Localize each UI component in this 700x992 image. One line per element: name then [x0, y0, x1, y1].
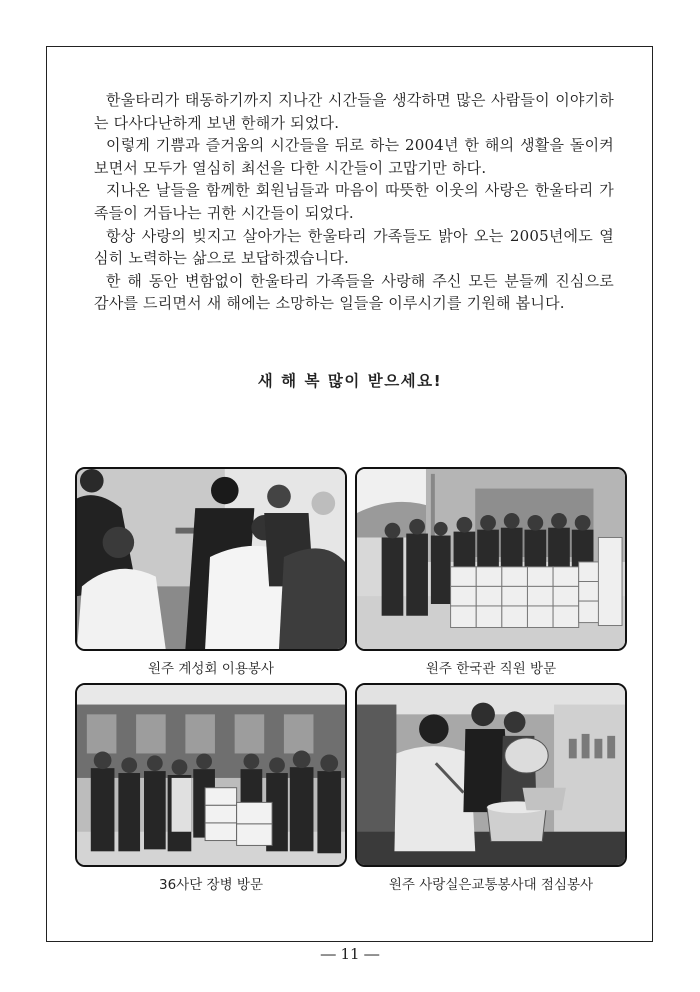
caption-soldiers-visit: 36사단 장병 방문	[158, 877, 263, 893]
page-number: ― 11 ―	[320, 945, 380, 963]
caption-lunch-service: 원주 사랑실은교통봉사대 점심봉사	[388, 877, 594, 893]
paragraph-3: 지나온 날들을 함께한 회원님들과 마음이 따뜻한 이웃의 사랑은 한울타리 가족들이 거듭나는 귀한 시간들이 되었다.	[94, 181, 614, 222]
caption-haircut-volunteer: 원주 계성회 이용봉사	[148, 661, 274, 677]
photo-haircut-volunteer	[75, 467, 347, 651]
photo-soldiers-visit	[75, 683, 347, 867]
paragraph-2: 이렇게 기쁨과 즐거움의 시간들을 뒤로 하는 2004년 한 해의 생활을 돌이켜보면서 모두가 열심히 최선을 다한 시간들이 고맙기만 하다.	[94, 136, 614, 177]
paragraph-4: 항상 사랑의 빚지고 살아가는 한울타리 가족들도 밝아 오는 2005년에도 열심히 노력하는 삶으로 보답하겠습니다.	[94, 226, 614, 268]
caption-staff-visit: 원주 한국관 직원 방문	[425, 661, 557, 677]
letter-body	[94, 89, 614, 315]
photo-lunch-service	[355, 683, 627, 867]
photo-staff-visit	[355, 467, 627, 651]
paragraph-5: 한 해 동안 변함없이 한울타리 가족들을 사랑해 주신 모든 분들께 진심으로 감사를 드리면서 새 해에는 소망하는 일들을 이루시기를 기원해 봅니다.	[94, 271, 614, 313]
paragraph-1: 한울타리가 태동하기까지 지나간 시간들을 생각하면 많은 사람들이 이야기하는 다사다난하게 보낸 한해가 되었다.	[94, 91, 614, 132]
new-year-greeting: 새 해 복 많이 받으세요!	[257, 372, 443, 390]
